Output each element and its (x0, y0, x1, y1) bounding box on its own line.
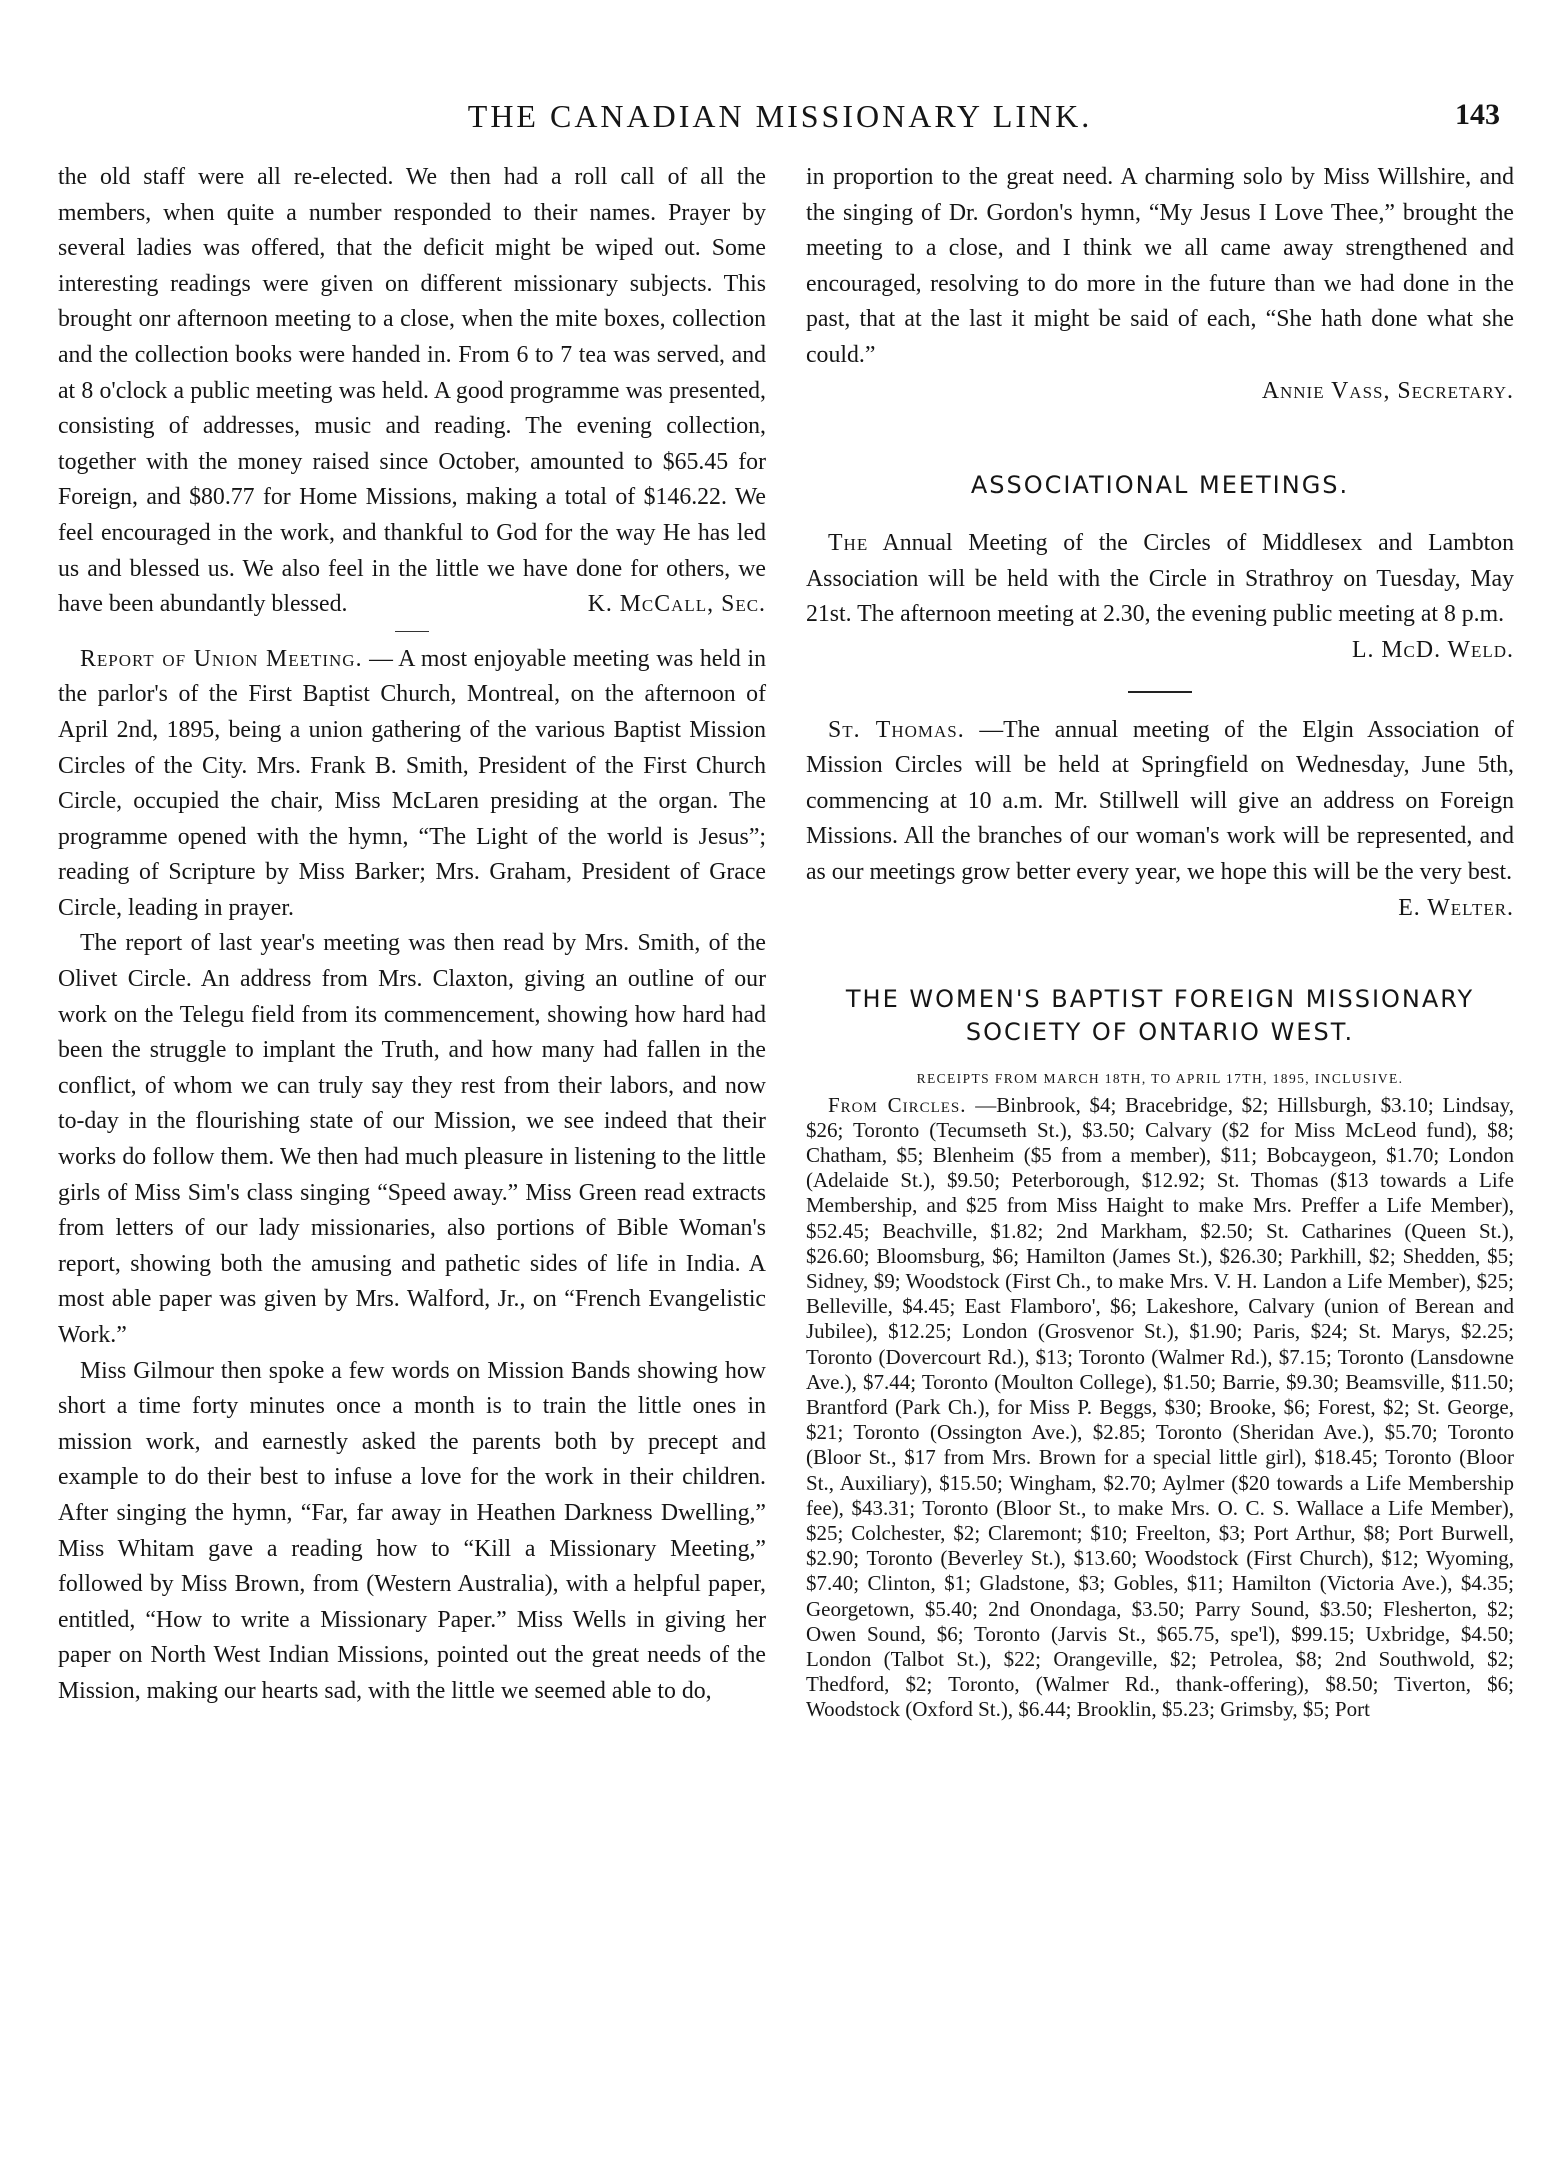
section-title-line: SOCIETY OF ONTARIO WEST. (965, 1017, 1355, 1046)
receipts-heading: RECEIPTS FROM MARCH 18TH, TO APRIL 17TH, 1895, INCLUSIVE. (916, 1070, 1404, 1086)
right-column (806, 160, 1514, 1723)
lead-word: From Circles. (828, 1092, 967, 1117)
paragraph: The report of last year's meeting was then read by Mrs. Smith, of the Olivet Circle. An address from Mrs. Claxton, giving an outline of our work on the Telegu field from its commencement, showing how hard had been the struggle to implant the Truth, and how many had fallen in the conflict, of whom we can truly say they rest from their labors, and now to-day in the flourishing state of our Mission, we see indeed that their works do follow them. We then had much pleasure in listening to the little girls of Miss Sim's class singing “Speed away.” Miss Green read extracts from letters of our lady missionaries, also portions of Bible Woman's report, showing both the amusing and pathetic sides of life in India. A most able paper was given by Mrs. Walford, Jr., on “French Evangelistic Work.” (58, 930, 766, 1348)
signature: L. McD. Weld. (1351, 636, 1514, 663)
signature: E. Welter. (1398, 894, 1514, 921)
union-meeting-report (58, 642, 766, 927)
divider (1128, 691, 1192, 693)
paragraph: Miss Gilmour then spoke a few words on Mission Bands showing how short a time forty minutes once a month is to train the little ones in mission work, and earnestly asked the parents both by precept and example to do their best to infuse a love for the work in their children. After singing the hymn, “Far, far away in Heathen Darkness Dwelling,” Miss Whitam gave a reading how to “Kill a Missionary Meeting,” followed by Miss Brown, from (Western Australia), with a helpful paper, entitled, “How to write a Missionary Paper.” Miss Wells in giving her paper on North West Indian Missions, pointed out the great needs of the Mission, making our hearts sad, with the little we seemed able to do, (58, 1357, 766, 1704)
paragraph-text: — A most enjoyable meeting was held in the parlor's of the First Baptist Church, Montreal, on the afternoon of April 2nd, 1895, being a union gathering of the various Baptist Mission Circles of the City. Mrs. Frank B. Smith, President of the First Church Circle, occupied the chair, Miss McLaren presiding at the organ. The programme opened with the hymn, “The Light of the world is Jesus”; reading of Scripture by Miss Barker; Mrs. Graham, President of Grace Circle, leading in prayer. (58, 645, 766, 921)
paragraph: in proportion to the great need. A charming solo by Miss Willshire, and the singing of Dr. Gordon's hymn, “My Jesus I Love Thee,” brought the meeting to a close, and I think we all came away strengthened and encouraged, resolving to do more in the future than we had done in the past, that at the last it might be said of each, “She hath done what she could.” (806, 164, 1514, 368)
divider (395, 631, 429, 632)
section-title-line: THE WOMEN'S BAPTIST FOREIGN MISSIONARY (845, 984, 1475, 1013)
publication-title: THE CANADIAN MISSIONARY LINK. (467, 98, 1093, 134)
section-title: ASSOCIATIONAL MEETINGS. (970, 471, 1350, 500)
circle-report (58, 160, 766, 623)
lead-word: St. Thomas. (828, 716, 965, 743)
left-column (58, 160, 766, 1710)
signature: K. McCall, Sec. (587, 591, 766, 618)
paragraph-text: Annual Meeting of the Circles of Middlesex and Lambton Association will be held with the Circle in Strathroy on Tuesday, May 21st. The afternoon meeting at 2.30, the evening public meeting at 8 p.m. (806, 530, 1514, 628)
signature: Annie Vass, Secretary. (1261, 377, 1514, 404)
paragraph-text: —The annual meeting of the Elgin Association of Mission Circles will be held at Springfield on Wednesday, June 5th, commencing at 10 a.m. Mr. Stillwell will give an address on Foreign Missions. All the branches of our woman's work will be represented, and as our meetings grow better every year, we hope this will be the very best. (806, 716, 1514, 885)
paragraph (58, 160, 766, 623)
page-header (60, 98, 1500, 138)
lead-word: The (828, 530, 869, 557)
section-heading: Report of Union Meeting. (80, 645, 363, 672)
paragraph-text: —Binbrook, $4; Bracebridge, $2; Hillsburgh, $3.10; Lindsay, $26; Toronto (Tecumseth St.), $3.50; Calvary ($2 for Miss McLeod fund), $8; Chatham, $5; Blenheim ($5 from a member), $11; Bobcaygeon, $1.70; London (Adelaide St.), $9.50; Peterborough, $12.92; St. Thomas ($13 towards a Life Membership, and $25 from Miss Haight to make Mrs. Preffer a Life Member), $52.45; Beachville, $1.82; 2nd Markham, $2.50; St. Catharines (Queen St.), $26.60; Bloomsburg, $6; Hamilton (James St.), $26.30; Parkhill, $2; Shedden, $5; Sidney, $9; Woodstock (First Ch., to make Mrs. V. H. Landon a Life Member), $25; Belleville, $4.45; East Flamboro', $6; Lakeshore, Calvary (union of Berean and Jubilee), $12.25; London (Grosvenor St.), $1.90; Paris, $24; St. Marys, $2.25; Toronto (Dovercourt Rd.), $13; Toronto (Walmer Rd.), $7.15; Toronto (Lansdowne Ave.), $7.44; Toronto (Moulton College), $1.50; Barrie, $9.30; Beamsville, $11.50; Brantford (Park Ch.), for Miss P. Beggs, $30; Brooke, $6; Forest, $2; St. George, $21; Toronto (Ossington Ave.), $2.85; Toronto (Sheridan Ave.), $5.70; Toronto (Bloor St., $17 from Mrs. Brown for a special little girl), $18.45; Toronto (Bloor St., Auxiliary), $15.50; Wingham, $2.70; Aylmer ($20 towards a Life Membership fee), $43.31; Toronto (Bloor St., to make Mrs. O. C. S. Wallace a Life Member), $25; Colchester, $2; Claremont; $10; Freelton, $3; Port Arthur, $8; Port Burwell, $2.90; Toronto (Beverley St.), $13.60; Woodstock (First Church), $12; Wyoming, $7.40; Clinton, $1; Gladstone, $3; Gobles, $11; Hamilton (Victoria Ave.), $4.35; Georgetown, $5.40; 2nd Onondaga, $3.50; Parry Sound, $3.50; Flesherton, $2; Owen Sound, $6; Toronto (Jarvis St., $65.75, spe'l), $99.15; Uxbridge, $4.50; London (Talbot St.), $22; Orangeville, $2; Petrolea, $8; 2nd Southwold, $2; Thedford, $2; Toronto, (Walmer Rd., thank-offering), $8.50; Tiverton, $6; Woodstock (Oxford St.), $6.44; Brooklin, $5.23; Grimsby, $5; Port (806, 1092, 1514, 1722)
paragraph-text: the old staff were all re-elected. We then had a roll call of all the members, when quite a number responded to their names. Prayer by several ladies was offered, that the deficit might be wiped out. Some interesting readings were given on different missionary subjects. This brought onr afternoon meeting to a close, when the mite boxes, collection and the collection books were handed in. From 6 to 7 tea was served, and at 8 o'clock a public meeting was held. A good programme was presented, consisting of addresses, music and reading. The evening collection, together with the money raised since October, amounted to $65.45 for Foreign, and $80.77 for Home Missions, making a total of $146.22. We feel encouraged in the work, and thankful to God for the way He has led us and blessed us. We also feel in the little we have done for others, we have been abundantly blessed. (58, 164, 766, 618)
receipts-list (806, 1093, 1514, 1723)
page-number: 143 (1455, 98, 1500, 131)
association-notice (806, 526, 1514, 633)
section-title (806, 983, 1514, 1049)
association-notice (806, 713, 1514, 921)
